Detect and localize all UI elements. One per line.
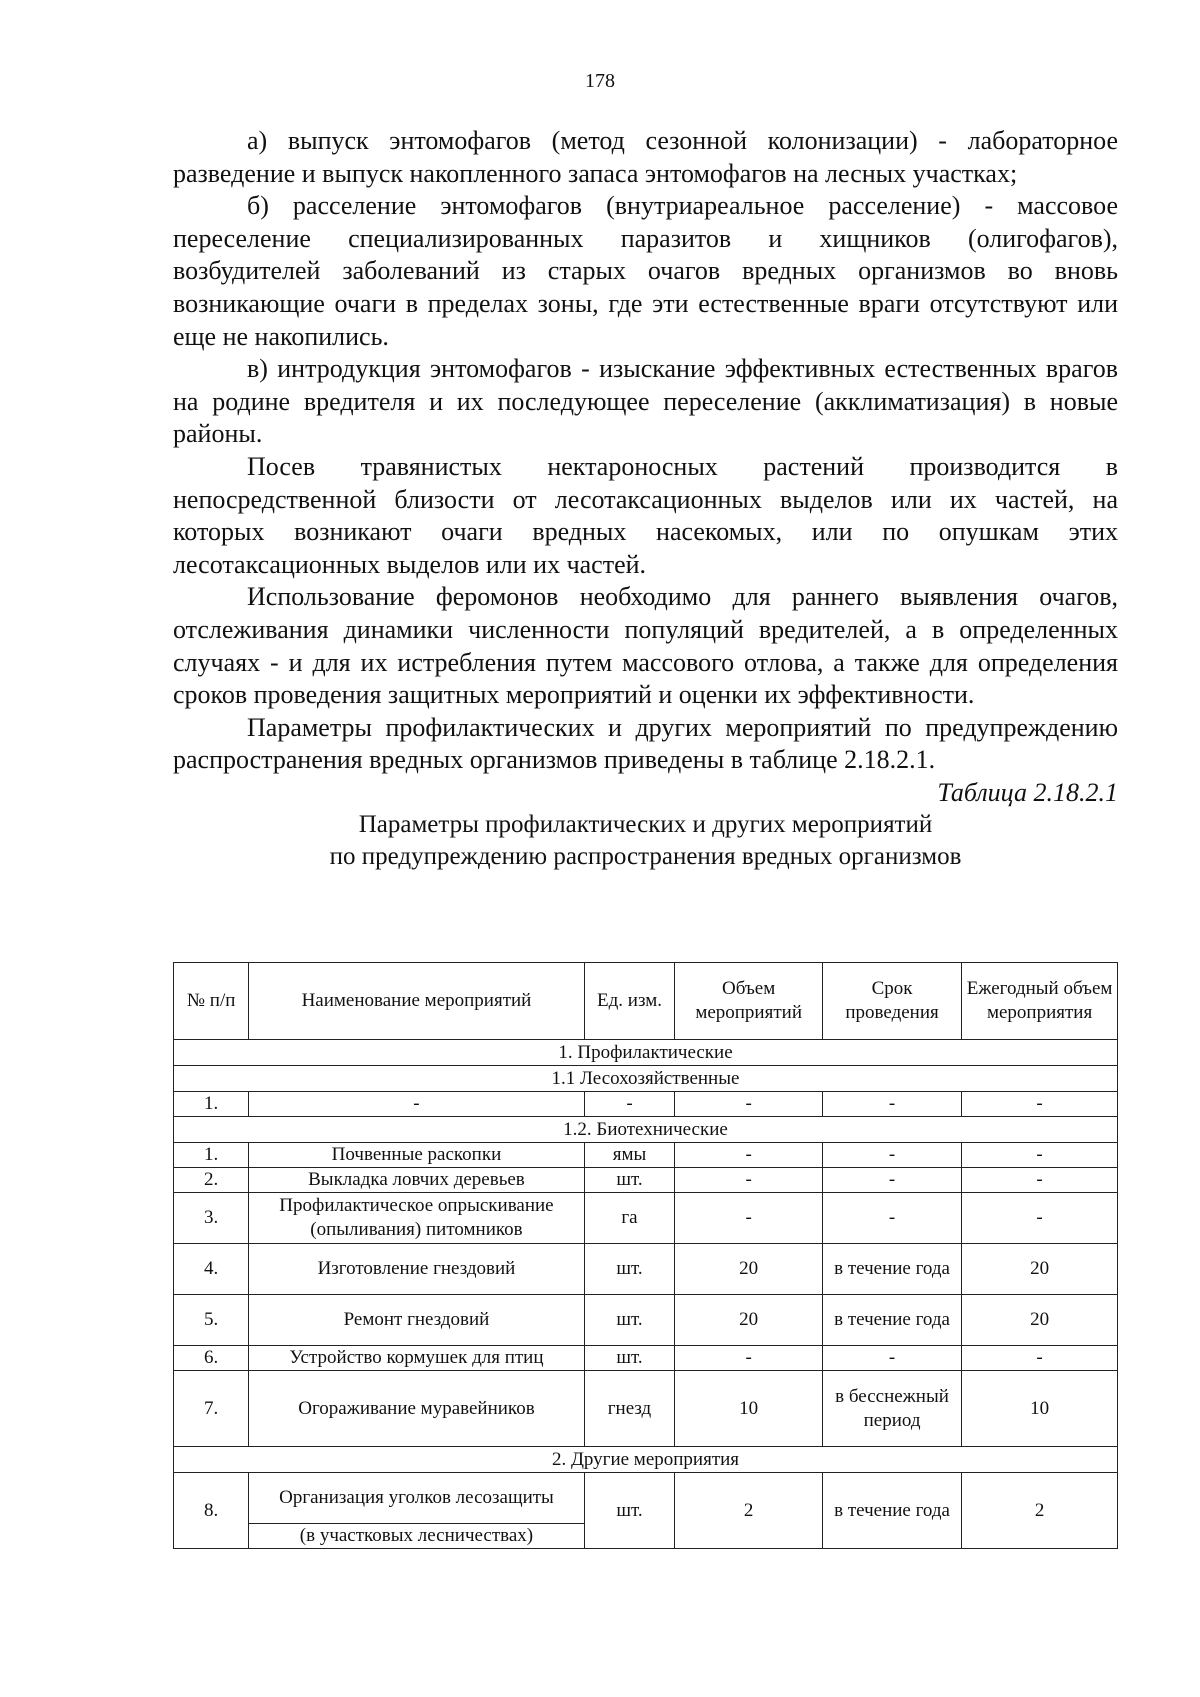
cell-annual: -	[962, 1346, 1118, 1371]
cell-unit: шт.	[584, 1473, 675, 1549]
section-row	[174, 1117, 1118, 1143]
table-row	[174, 1193, 1118, 1244]
cell-term: в бесснежный период	[822, 1371, 961, 1447]
header-name: Наименование мероприятий	[249, 963, 584, 1040]
cell-name: Изготовление гнездовий	[249, 1244, 584, 1295]
body-text	[173, 125, 1118, 873]
cell-num: 5.	[174, 1295, 249, 1346]
cell-unit: гнезд	[584, 1371, 675, 1447]
cell-volume: 10	[675, 1371, 823, 1447]
cell-volume: -	[675, 1143, 823, 1168]
cell-num: 8.	[174, 1473, 249, 1549]
cell-term: -	[822, 1092, 961, 1117]
header-num: № п/п	[174, 963, 249, 1040]
table-row	[174, 1168, 1118, 1193]
cell-name: Ремонт гнездовий	[249, 1295, 584, 1346]
cell-annual: -	[962, 1092, 1118, 1117]
cell-unit: га	[584, 1193, 675, 1244]
section-label: 1.2. Биотехнические	[174, 1117, 1118, 1143]
cell-unit: -	[584, 1092, 675, 1117]
cell-name-note: (в участковых лесничествах)	[249, 1524, 584, 1549]
table-caption: Таблица 2.18.2.1	[937, 777, 1118, 807]
cell-volume: -	[675, 1092, 823, 1117]
cell-volume: 20	[675, 1295, 823, 1346]
header-unit: Ед. изм.	[584, 963, 675, 1040]
cell-annual: 10	[962, 1371, 1118, 1447]
table-title-line2: по предупреждению распространения вредных организмов	[329, 842, 962, 870]
cell-name: Почвенные раскопки	[249, 1143, 584, 1168]
table-title-line1: Параметры профилактических и других мероприятий	[358, 810, 933, 838]
paragraph: а) выпуск энтомофагов (метод сезонной колонизации) - лабораторное разведение и выпуск накопленного запаса энтомофагов на лесных участках;	[173, 126, 1118, 188]
cell-name: Огораживание муравейников	[249, 1371, 584, 1447]
paragraph: в) интродукция энтомофагов - изыскание эффективных естественных врагов на родине вредителя и их последующее переселение (акклиматизация) в новые районы.	[173, 354, 1118, 449]
cell-term: -	[822, 1168, 961, 1193]
table-row	[174, 1371, 1118, 1447]
header-volume: Объем мероприятий	[675, 963, 823, 1040]
cell-unit: ямы	[584, 1143, 675, 1168]
section-row	[174, 1040, 1118, 1066]
table-row	[174, 1346, 1118, 1371]
cell-term: -	[822, 1193, 961, 1244]
cell-unit: шт.	[584, 1295, 675, 1346]
paragraph: Посев травянистых нектароносных растений производится в непосредственной близости от лесотаксационных выделов или их частей, на которых возникают очаги вредных насекомых, или по опушкам этих лесотаксационных выделов или их частей.	[173, 451, 1118, 579]
table-row	[174, 1143, 1118, 1168]
paragraph: Параметры профилактических и других мероприятий по предупреждению распространения вредных организмов приведены в таблице 2.18.2.1.	[173, 712, 1118, 775]
table-row	[174, 1295, 1118, 1346]
cell-num: 1.	[174, 1143, 249, 1168]
header-term: Срок проведения	[822, 963, 961, 1040]
cell-volume: -	[675, 1168, 823, 1193]
cell-num: 4.	[174, 1244, 249, 1295]
cell-num: 7.	[174, 1371, 249, 1447]
cell-name: Выкладка ловчих деревьев	[249, 1168, 584, 1193]
section-label: 1. Профилактические	[174, 1040, 1118, 1066]
cell-annual: -	[962, 1143, 1118, 1168]
cell-term: -	[822, 1346, 961, 1371]
paragraph: б) расселение энтомофагов (внутриареальное расселение) - массовое переселение специализированных паразитов и хищников (олигофагов), возбудителей заболеваний из старых очагов вредных организмов во вновь возникающие очаги в пределах зоны, где эти естественные враги отсутствуют или еще не накопились.	[173, 191, 1118, 351]
cell-term: в течение года	[822, 1295, 961, 1346]
cell-unit: шт.	[584, 1346, 675, 1371]
cell-num: 3.	[174, 1193, 249, 1244]
cell-term: в течение года	[822, 1244, 961, 1295]
header-annual: Ежегодный объем мероприятия	[962, 963, 1118, 1040]
paragraph: Использование феромонов необходимо для раннего выявления очагов, отслеживания динамики численности популяций вредителей, а в определенных случаях - и для их истребления путем массового отлова, а также для определения сроков проведения защитных мероприятий и оценки их эффективности.	[173, 582, 1118, 710]
cell-unit: шт.	[584, 1244, 675, 1295]
section-label: 2. Другие мероприятия	[174, 1447, 1118, 1473]
cell-annual: 2	[962, 1473, 1118, 1549]
table-row	[174, 1473, 1118, 1524]
cell-name: Организация уголков лесозащиты	[249, 1473, 584, 1524]
table-row	[174, 1244, 1118, 1295]
section-row	[174, 1447, 1118, 1473]
page-number: 178	[585, 70, 615, 92]
cell-volume: 2	[675, 1473, 823, 1549]
cell-volume: -	[675, 1346, 823, 1371]
cell-annual: 20	[962, 1244, 1118, 1295]
cell-volume: -	[675, 1193, 823, 1244]
section-label: 1.1 Лесохозяйственные	[174, 1066, 1118, 1092]
cell-num: 2.	[174, 1168, 249, 1193]
cell-term: в течение года	[822, 1473, 961, 1549]
cell-annual: -	[962, 1168, 1118, 1193]
table-container	[173, 962, 1118, 1549]
cell-volume: 20	[675, 1244, 823, 1295]
section-row	[174, 1066, 1118, 1092]
cell-num: 6.	[174, 1346, 249, 1371]
table-header-row	[174, 963, 1118, 1040]
cell-unit: шт.	[584, 1168, 675, 1193]
cell-annual: -	[962, 1193, 1118, 1244]
cell-annual: 20	[962, 1295, 1118, 1346]
cell-num: 1.	[174, 1092, 249, 1117]
table-row	[174, 1092, 1118, 1117]
cell-name: Устройство кормушек для птиц	[249, 1346, 584, 1371]
measures-table	[173, 962, 1118, 1549]
cell-name: Профилактическое опрыскивание (опыливания) питомников	[249, 1193, 584, 1244]
cell-term: -	[822, 1143, 961, 1168]
cell-name: -	[249, 1092, 584, 1117]
